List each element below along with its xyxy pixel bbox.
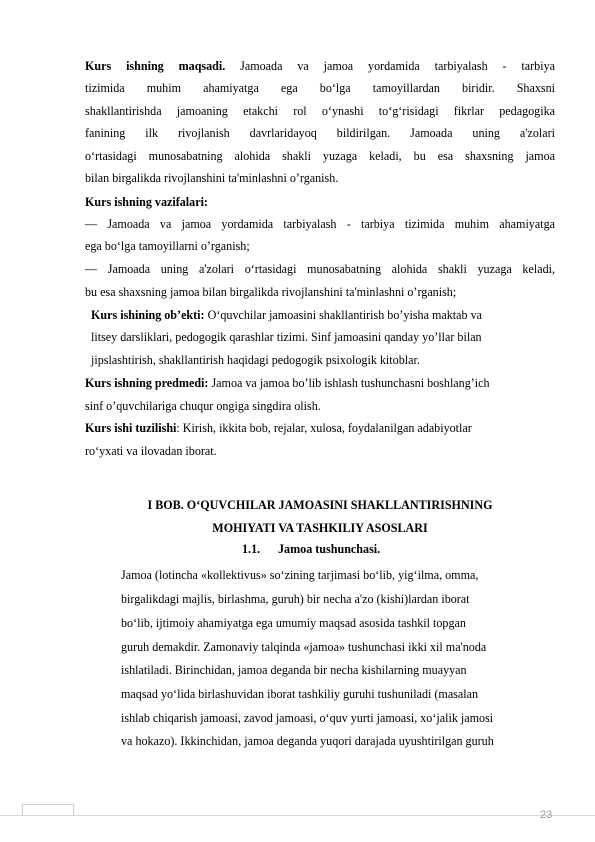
text-line: jipslashtirish, shakllantirish haqidagi pedogogik psixologik kitoblar. bbox=[91, 353, 420, 367]
text-line: maqsad yo‘lida birlashuvidan iborat tashkiliy guruhi tushuniladi (masalan bbox=[121, 687, 479, 701]
chapter-title-line2: MOHIYATI VA TASHKILIY ASOSLARI bbox=[212, 521, 428, 535]
obekt-label: Kurs ishining ob’ekti: bbox=[91, 308, 205, 322]
chapter-title-line1: I BOB. O‘QUVCHILAR JAMOASINI SHAKLLANTIRISHNING bbox=[147, 498, 493, 512]
text-line: sinf o’quvchilariga chuqur ongiga singdira olish. bbox=[85, 399, 321, 413]
page-number: 23 bbox=[540, 809, 553, 821]
vazifalar-heading: Kurs ishning vazifalari: bbox=[85, 195, 208, 209]
text-line: o‘rtasidagi munosabatning alohida shakli yuzaga keladi, bu esa shaxsning jamoa bbox=[85, 149, 555, 163]
section-title: Jamoa tushunchasi. bbox=[278, 542, 381, 556]
tuzilish-line: Kurs ishi tuzilishi: Kirish, ikkita bob, rejalar, xulosa, foydalanilgan adabiyotlar bbox=[85, 421, 472, 435]
text-line: Kurs ishning maqsadi. Jamoada va jamoa yordamida tarbiyalash - tarbiya bbox=[85, 59, 555, 73]
text-line: guruh demakdir. Zamonaviy talqinda «jamoa» tushunchasi ikki xil ma'noda bbox=[121, 640, 487, 654]
vazifa-item: — Jamoada va jamoa yordamida tarbiyalash - tarbiya tizimida muhim ahamiyatga bbox=[85, 217, 555, 231]
vazifa-item-cont: ega bo‘lga tamoyillarni o’rganish; bbox=[85, 239, 250, 253]
text-line: fanining ilk rivojlanish davrlaridayoq bildirilgan. Jamoada uning a'zolari bbox=[85, 126, 555, 140]
predmet-label: Kurs ishning predmedi: bbox=[85, 376, 209, 390]
text-line: litsey darsliklari, pedogogik qarashlar tizimi. Sinf jamoasini qanday yo’llar bilan bbox=[91, 330, 482, 344]
text-line: Jamoa (lotincha «kollektivus» so‘zining tarjimasi bo‘lib, yig‘ilma, omma, bbox=[121, 568, 479, 582]
text-line: va hokazo). Ikkinchidan, jamoa deganda yuqori darajada uyushtirilgan guruh bbox=[121, 734, 494, 748]
text-line: bo‘lib, ijtimoiy ahamiyatga ega umumiy maqsad asosida tashkil topgan bbox=[121, 616, 466, 630]
obekt-line: Kurs ishining ob’ekti: O‘quvchilar jamoasini shakllantirish bo’yisha maktab va bbox=[91, 308, 482, 322]
text-line: bilan birgalikda rivojlanshini ta'minlashni o’rganish. bbox=[85, 171, 339, 185]
footer-divider bbox=[0, 815, 595, 816]
section-number: 1.1. bbox=[242, 542, 261, 556]
text-line: ro‘yxati va ilovadan iborat. bbox=[85, 444, 217, 458]
text-line: ishlatiladi. Birinchidan, jamoa deganda bir necha kishilarning muayyan bbox=[121, 663, 467, 677]
footer-decoration bbox=[22, 804, 74, 815]
maqsad-label: Kurs ishning maqsadi. bbox=[85, 59, 226, 73]
predmet-line: Kurs ishning predmedi: Jamoa va jamoa bo’lib ishlash tushunchasni boshlang’ich bbox=[85, 376, 490, 390]
text-line: tizimida muhim ahamiyatga ega bo‘lga tamoyillardan biridir. Shaxsni bbox=[85, 81, 555, 95]
vazifa-item: — Jamoada uning a'zolari o‘rtasidagi munosabatning alohida shakli yuzaga keladi, bbox=[85, 262, 555, 276]
tuzilish-label: Kurs ishi tuzilishi bbox=[85, 421, 177, 435]
text-line: birgalikdagi majlis, birlashma, guruh) bir necha a'zo (kishi)lardan iborat bbox=[121, 592, 470, 606]
text-line: shakllantirishda jamoaning etakchi rol o‘ynashi to‘g‘risidagi fikrlar pedagogika bbox=[85, 104, 555, 118]
vazifa-item-cont: bu esa shaxsning jamoa bilan birgalikda rivojlanshini ta'minlashni o’rganish; bbox=[85, 285, 457, 299]
text-line: ishlab chiqarish jamoasi, zavod jamoasi, o‘quv yurti jamoasi, xo‘jalik jamosi bbox=[121, 711, 494, 725]
section-heading bbox=[242, 542, 380, 557]
